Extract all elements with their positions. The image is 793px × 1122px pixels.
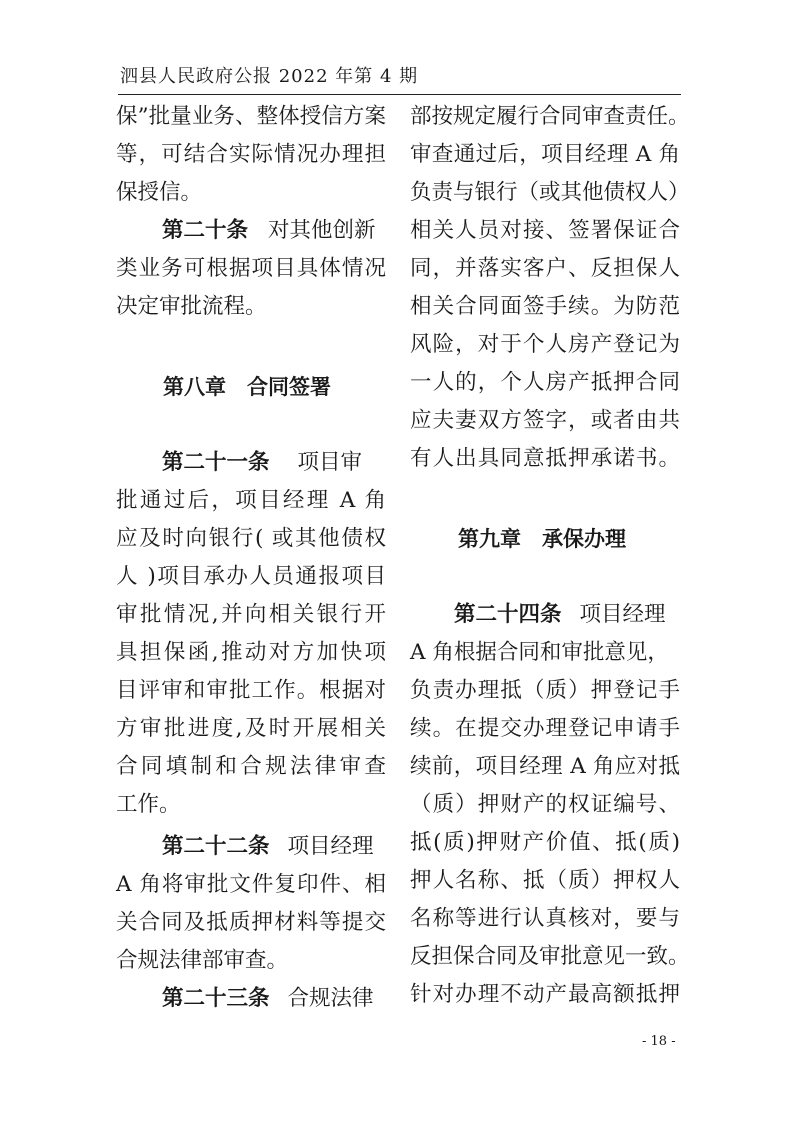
text-line: 保”批量业务、整体授信方案: [116, 104, 386, 129]
text-line: 目评审和审批工作。根据对: [116, 678, 386, 703]
text-line: 关合同及抵质押材料等提交: [116, 910, 386, 935]
text-line: 同，并落实客户、反担保人: [410, 256, 680, 281]
text-line: 针对办理不动产最高额抵押: [410, 982, 680, 1007]
page-number: - 18 -: [642, 1034, 676, 1049]
text-line: 押人名称、抵（质）押权人: [410, 868, 680, 893]
text-line: 一人的，个人房产抵押合同: [410, 370, 680, 395]
header-title: 泗县人民政府公报 2022 年第 4 期: [120, 66, 419, 87]
text-span: 对其他创新: [268, 218, 376, 243]
article-21-line: [162, 444, 362, 482]
text-line: 人 )项目承办人员通报项目: [116, 564, 386, 589]
text-line: 负责与银行（或其他债权人）: [410, 180, 690, 205]
text-line: 审批情况,并向相关银行开: [116, 602, 386, 627]
text-line: A 角根据合同和审批意见，: [410, 640, 669, 665]
article-heading: 第二十二条: [162, 834, 270, 859]
text-line: 工作。: [116, 792, 181, 817]
text-line: 反担保合同及审批意见一致。: [410, 944, 690, 969]
text-line: 抵(质)押财产价值、抵(质): [410, 830, 680, 855]
text-line: 审查通过后，项目经理 A 角: [410, 142, 680, 167]
text-span: 项目审: [297, 450, 363, 475]
text-line: （质）押财产的权证编号、: [410, 792, 680, 817]
text-line: 具担保函,推动对方加快项: [116, 640, 386, 665]
chapter-9-title: 第九章 承保办理: [458, 527, 626, 551]
text-line: 应及时向银行( 或其他债权: [116, 526, 386, 551]
text-line: 方审批进度,及时开展相关: [116, 716, 386, 741]
text-span: 项目经理: [287, 834, 374, 859]
text-line: 风险，对于个人房产登记为: [410, 332, 680, 357]
article-24-line: [454, 596, 666, 634]
text-line: 保授信。: [116, 180, 203, 205]
text-line: 相关人员对接、签署保证合: [410, 218, 680, 243]
text-line: 续前，项目经理 A 角应对抵: [410, 754, 680, 779]
article-20-line: [162, 212, 376, 250]
article-heading: 第二十三条: [162, 986, 270, 1011]
text-line: 类业务可根据项目具体情况: [116, 256, 386, 281]
text-line: 相关合同面签手续。为防范: [410, 294, 680, 319]
text-span: 项目经理: [579, 602, 666, 627]
text-line: 负责办理抵（质）押登记手: [410, 678, 680, 703]
article-heading: 第二十一条: [162, 450, 270, 475]
text-line: 合同填制和合规法律审查: [116, 754, 386, 779]
text-line: 等，可结合实际情况办理担: [116, 142, 386, 167]
text-line: 应夫妻双方签字，或者由共: [410, 408, 680, 433]
text-line: 合规法律部审查。: [116, 948, 289, 973]
chapter-8-title: 第八章 合同签署: [163, 375, 331, 399]
text-line: 决定审批流程。: [116, 294, 267, 319]
article-22-line: [162, 828, 374, 866]
text-line: 部按规定履行合同审查责任。: [410, 104, 690, 129]
article-23-line: [162, 980, 374, 1018]
article-heading: 第二十条: [162, 218, 249, 243]
text-line: A 角将审批文件复印件、相: [116, 872, 386, 897]
text-span: 合规法律: [287, 986, 374, 1011]
text-line: 批通过后，项目经理 A 角: [116, 488, 386, 513]
header-rule: [118, 94, 681, 95]
text-line: 名称等进行认真核对，要与: [410, 906, 680, 931]
text-line: 续。在提交办理登记申请手: [410, 716, 680, 741]
text-line: 有人出具同意抵押承诺书。: [410, 446, 680, 471]
article-heading: 第二十四条: [454, 602, 562, 627]
